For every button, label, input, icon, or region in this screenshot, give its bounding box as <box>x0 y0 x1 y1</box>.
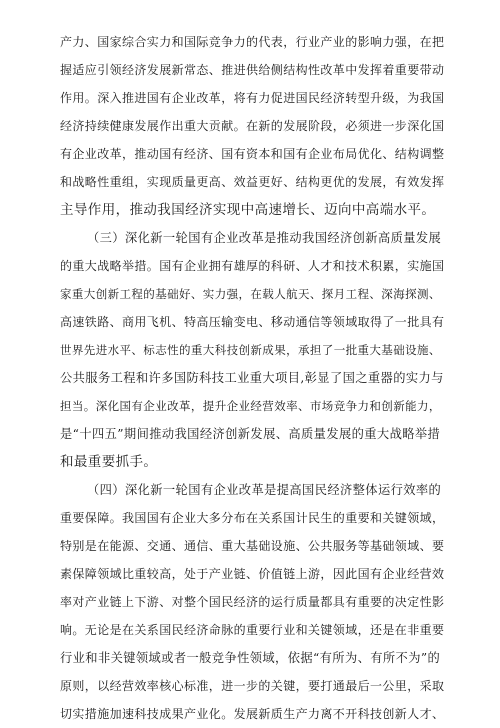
text-line: 经济持续健康发展作出重大贡献。在新的发展阶段，必须进一步深化国 <box>60 119 445 133</box>
text-line: 的重大战略举措。国有企业拥有雄厚的科研、人才和技术积累，实施国 <box>60 259 445 273</box>
text-line: 素保障领域比重较高，处于产业链、价值链上游，因此国有企业经营效 <box>60 567 445 581</box>
text-line: 响。无论是在关系国民经济命脉的重要行业和关键领域，还是在非重要 <box>60 623 445 637</box>
text-line: 和最重要抓手。 <box>60 454 158 470</box>
text-line: 世界先进水平、标志性的重大科技创新成果，承担了一批重大基础设施、 <box>60 343 441 357</box>
text-line: 握适应引领经济发展新常态、推进供给侧结构性改革中发挥着重要带动 <box>60 63 445 77</box>
text-line: 家重大创新工程的基础好、实力强，在载人航天、探月工程、深海探测、 <box>60 287 441 301</box>
text-line: 重要保障。我国国有企业大多分布在关系国计民生的重要和关键领域， <box>60 511 445 525</box>
text-line: 有企业改革，推动国有经济、国有资本和国有企业布局优化、结构调整 <box>60 147 445 161</box>
text-line: 和战略性重组，实现质量更高、效益更好、结构更优的发展，有效发挥 <box>60 175 445 189</box>
text-line: 切实措施加速科技成果产业化。发展新质生产力离不开科技创新人才、 <box>60 707 445 721</box>
text-line: 担当。深化国有企业改革，提升企业经营效率、市场竞争力和创新能力， <box>60 399 441 413</box>
text-line: 主导作用，推动我国经济实现中高速增长、迈向中高端水平。 <box>60 202 436 218</box>
document-page <box>60 28 445 728</box>
text-line: 特别是在能源、交通、通信、重大基础设施、公共服务等基础领域、要 <box>60 539 445 553</box>
text-line: 行业和非关键领域或者一般竞争性领域，依据“有所为、有所不为”的 <box>60 651 441 665</box>
text-line: 作用。深入推进国有企业改革，将有力促进国民经济转型升级，为我国 <box>60 91 445 105</box>
text-line: 高速铁路、商用飞机、特高压输变电、移动通信等领域取得了一批具有 <box>60 315 445 329</box>
paragraph-heading-line: （四）深化新一轮国有企业改革是提高国民经济整体运行效率的 <box>87 483 442 497</box>
paragraph-heading-line: （三）深化新一轮国有企业改革是推动我国经济创新高质量发展 <box>87 231 442 245</box>
text-line: 是“十四五”期间推动我国经济创新发展、高质量发展的重大战略举措 <box>60 427 441 441</box>
text-line: 原则，以经营效率核心标准，进一步的关键，要打通最后一公里，采取 <box>60 679 445 693</box>
text-line: 公共服务工程和许多国防科技工业重大项目,彰显了国之重器的实力与 <box>60 371 444 385</box>
text-line: 产力、国家综合实力和国际竞争力的代表，行业产业的影响力强，在把 <box>60 35 445 49</box>
text-line: 率对产业链上下游、对整个国民经济的运行质量都具有重要的决定性影 <box>60 595 445 609</box>
